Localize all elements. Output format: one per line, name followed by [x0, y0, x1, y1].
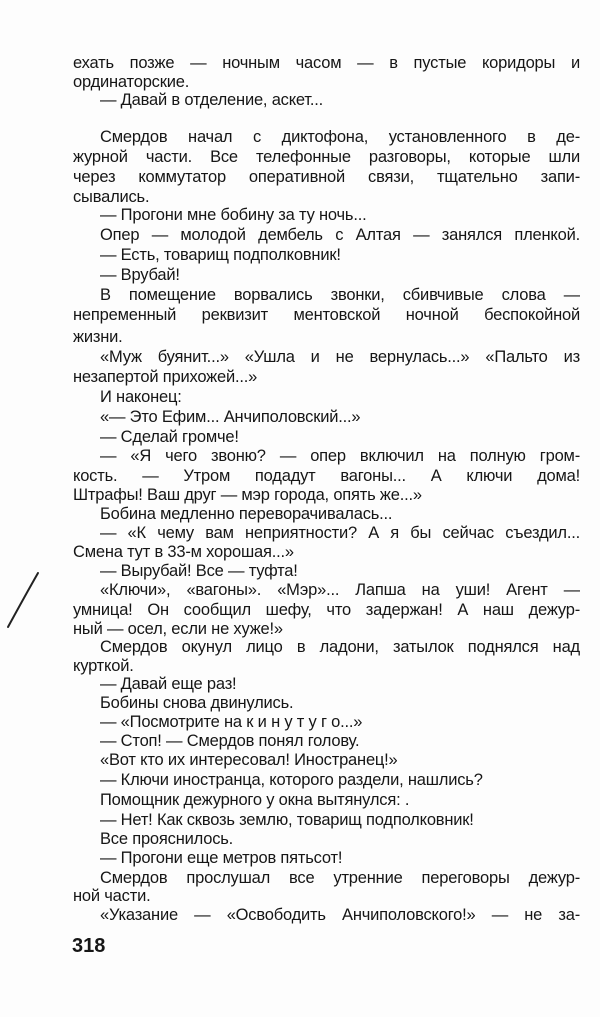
- text-line: непременный реквизит ментовской ночной беспокойной: [73, 306, 580, 324]
- text-line: умница! Он сообщил шефу, что задержан! А наш дежур-: [73, 601, 580, 619]
- text-line: — Давай еще раз!: [100, 675, 237, 693]
- text-line: — «Я чего звоню? — опер включил на полную гром-: [100, 447, 580, 465]
- text-line: незапертой прихожей...»: [73, 368, 258, 386]
- text-line: Бобина медленно переворачивалась...: [100, 505, 393, 523]
- text-line: ный — осел, если не хуже!»: [73, 620, 283, 638]
- text-line: Помощник дежурного у окна вытянулся: .: [100, 791, 410, 809]
- text-line: «Ключи», «вагоны». «Мэр»... Лапша на уши! Агент —: [100, 581, 580, 599]
- text-line: — Прогони мне бобину за ту ночь...: [100, 206, 367, 224]
- text-line: Смердов окунул лицо в ладони, затылок поднялся над: [100, 638, 580, 656]
- text-line: ной части.: [73, 887, 151, 905]
- page-number: 318: [72, 935, 106, 957]
- text-line: Бобины снова двинулись.: [100, 694, 294, 712]
- text-line: — Стоп! — Смердов понял голову.: [100, 732, 360, 750]
- text-line: — Вырубай! Все — туфта!: [100, 562, 298, 580]
- text-line: Смердов прослушал все утренние переговоры дежур-: [100, 869, 580, 887]
- handwritten-slash-mark: [0, 565, 50, 635]
- text-line: «— Это Ефим... Анчиполовский...»: [100, 408, 361, 426]
- text-line: «Вот кто их интересовал! Иностранец!»: [100, 751, 398, 769]
- text-line: Опер — молодой дембель с Алтая — занялся пленкой.: [100, 226, 580, 244]
- text-line: — Врубай!: [100, 266, 180, 284]
- text-line: Смена тут в 33-м хорошая...»: [73, 543, 294, 561]
- text-line: — Нет! Как сквозь землю, товарищ подполковник!: [100, 811, 474, 829]
- text-line: — Прогони еще метров пятьсот!: [100, 849, 343, 867]
- text-line: Штрафы! Ваш друг — мэр города, опять же...»: [73, 486, 422, 504]
- text-line: «Указание — «Освободить Анчиполовского!» — не за-: [100, 906, 580, 924]
- text-line: — «Посмотрите на к и н у т у г о...»: [100, 713, 363, 731]
- text-line: «Муж буянит...» «Ушла и не вернулась...» «Пальто из: [100, 348, 580, 366]
- text-line: ехать позже — ночным часом — в пустые коридоры и: [73, 54, 580, 72]
- text-line: — «К чему вам неприятности? А я бы сейчас съездил...: [100, 524, 580, 542]
- text-line: Все прояснилось.: [100, 830, 234, 848]
- text-line: — Есть, товарищ подполковник!: [100, 246, 341, 264]
- text-line: — Ключи иностранца, которого раздели, нашлись?: [100, 771, 483, 789]
- text-line: — Сделай громче!: [100, 428, 239, 446]
- text-line: — Давай в отделение, аскет...: [100, 91, 324, 109]
- text-line: В помещение ворвались звонки, сбивчивые слова —: [100, 286, 580, 304]
- text-line: через коммутатор оперативной связи, тщательно запи-: [73, 168, 580, 186]
- text-line: журной части. Все телефонные разговоры, которые шли: [73, 148, 580, 166]
- text-line: жизни.: [73, 328, 123, 346]
- text-line: кость. — Утром подадут вагоны... А ключи дома!: [73, 467, 580, 485]
- text-line: ординаторские.: [73, 73, 190, 91]
- text-line: сывались.: [73, 188, 150, 206]
- text-line: Смердов начал с диктофона, установленного в де-: [100, 128, 580, 146]
- text-line: И наконец:: [100, 388, 182, 406]
- text-line: курткой.: [73, 657, 134, 675]
